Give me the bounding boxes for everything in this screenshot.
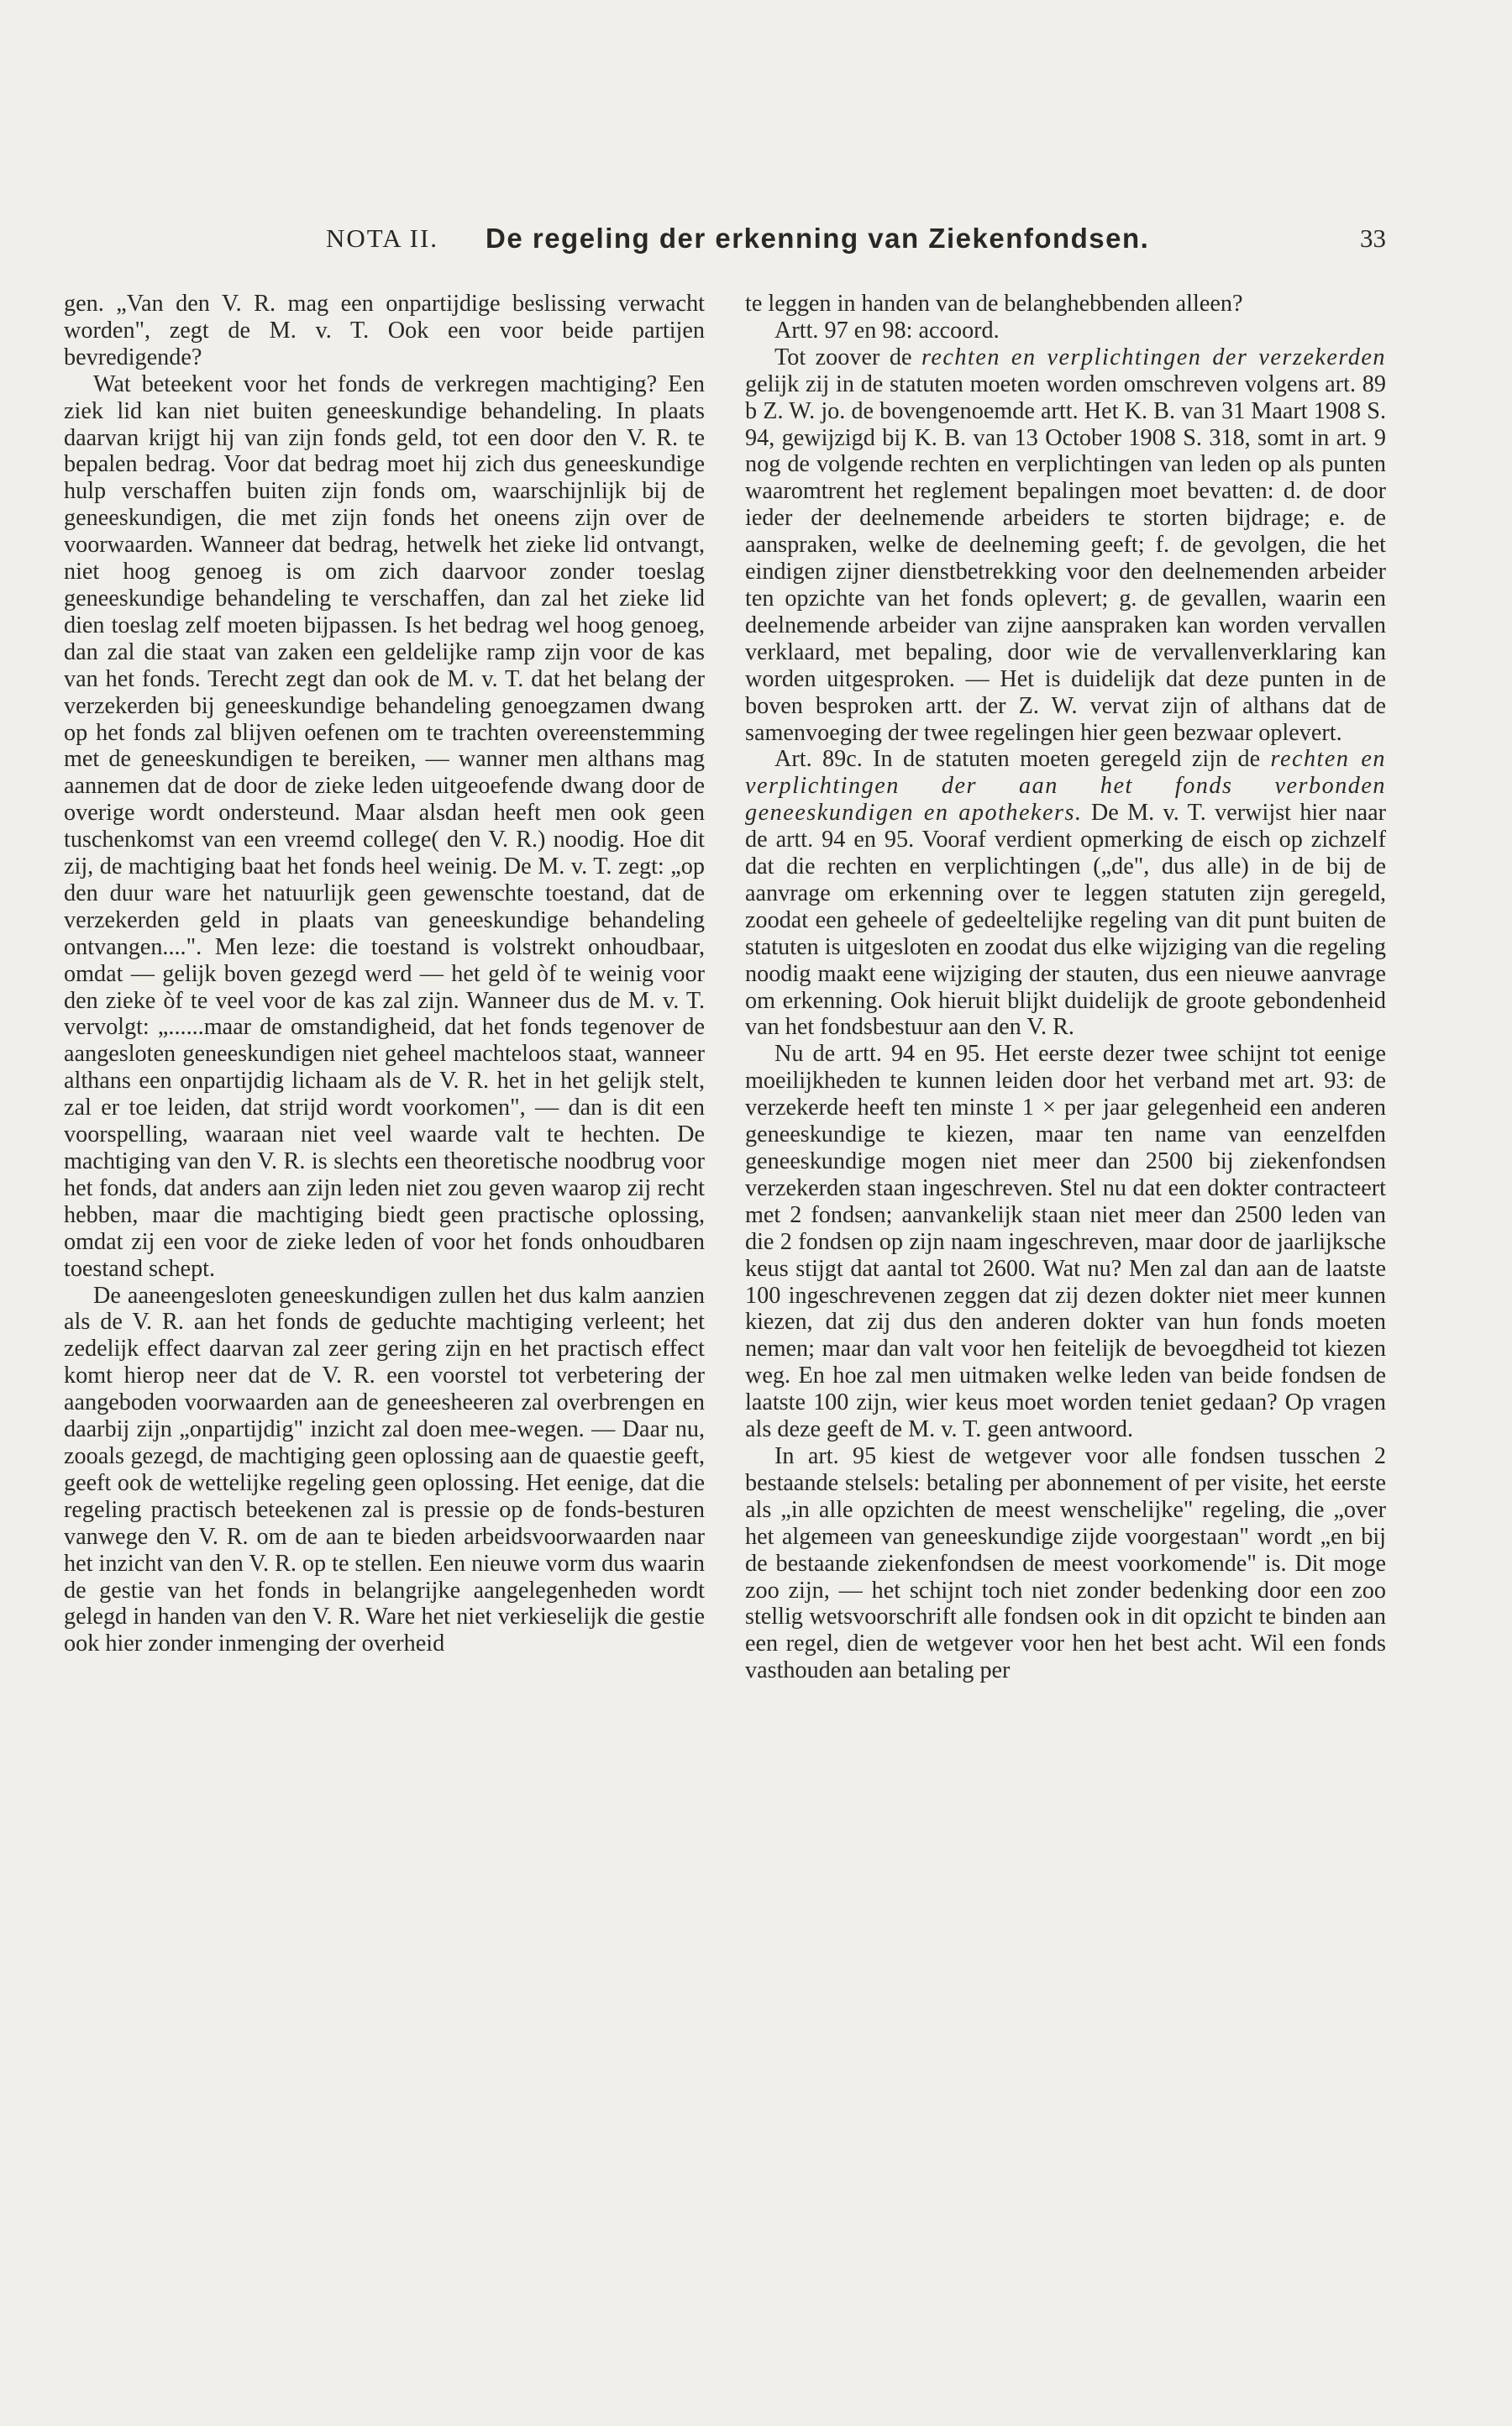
paragraph: te leggen in handen van de belanghebbenden alleen? (745, 291, 1243, 317)
paragraph (745, 344, 1386, 747)
header-section: NOTA II. (326, 223, 439, 253)
paragraph: De aaneengesloten geneeskundigen zullen het dus kalm aanzien als de V. R. aan het fonds de geduchte machtiging verleent; het zedelijk effect daarvan zal zeer gering zijn en het practisch effect komt hierop neer dat de V. R. een voorstel tot verbetering der aangeboden voorwaarden aan de geneesheeren zal overbrengen en daarbij zijn „onpartijdig" inzicht zal doen mee-wegen. — Daar nu, zooals gezegd, de machtiging geen oplossing aan de quaestie geeft, geeft ook de wettelijke regeling geen oplossing. Het eenige, dat die regeling practisch beteekenen zal is pressie op de fonds-besturen vanwege den V. R. om de aan te bieden arbeidsvoorwaarden naar het inzicht van den V. R. op te stellen. Een nieuwe vorm dus waarin de gestie van het fonds in belangrijke aangelegenheden wordt gelegd in handen van den V. R. Ware het niet verkieselijk die gestie ook hier zonder inmenging der overheid (64, 1282, 705, 1657)
paragraph: Wat beteekent voor het fonds de verkregen machtiging? Een ziek lid kan niet buiten geneeskundige behandeling. In plaats daarvan krijgt hij van zijn fonds geld, tot een door den V. R. te bepalen bedrag. Voor dat bedrag moet hij zich dus geneeskundige hulp verschaffen buiten zijn fonds om, waarschijnlijk bij de geneeskundigen, die met zijn fonds het oneens zijn over de voorwaarden. Wanneer dat bedrag, hetwelk het zieke lid ontvangt, niet hoog genoeg is om zich daarvoor zonder toeslag geneeskundige behandeling te verschaffen, dan zal het zieke lid dien toeslag zelf moeten bijpassen. Is het bedrag wel hoog genoeg, dan zal die staat van zaken een geldelijke ramp zijn voor de kas van het fonds. Terecht zegt dan ook de M. v. T. dat het belang der verzekerden bij geneeskundige behandeling genoegzamen dwang op het fonds zal blijven oefenen om te trachten overeenstemming met de geneeskundigen te bereiken, — wanner men althans mag aannemen dat de door de zieke leden uitgeoefende dwang door de overige wordt ondersteund. Maar alsdan heeft men ook geen tuschenkomst van een vreemd college( den V. R.) noodig. Hoe dit zij, de machtiging baat het fonds heel weinig. De M. v. T. zegt: „op den duur ware het natuurlijk geen gewenschte toestand, dat de verzekerden geld in plaats van geneeskundige behandeling ontvangen....". Men leze: die toestand is volstrekt onhoudbaar, omdat — gelijk boven gezegd werd — het geld òf te weinig voor den zieke òf te veel voor de kas zal zijn. Wanneer dus de M. v. T. vervolgt: „......maar de omstandigheid, dat het fonds tegenover de aangesloten geneeskundigen niet geheel machteloos staat, wanneer althans een onpartijdig lichaam als de V. R. het in het gelijk stelt, zal er toe leiden, dat strijd wordt voorkomen", — dan is dit een voorspelling, waaraan niet veel waarde valt te hechten. De machtiging van den V. R. is slechts een theoretische noodbrug voor het fonds, dat anders aan zijn leden niet zou geven waarop zij recht hebben, maar die machtiging biedt geen practische oplossing, omdat zij een voor de zieke leden of voor het fonds onhoudbaren toestand schept. (64, 370, 705, 1282)
paragraph-lead: Tot zoover de (774, 344, 912, 370)
page-number: 33 (1360, 223, 1386, 253)
paragraph: Nu de artt. 94 en 95. Het eerste dezer twee schijnt tot eenige moeilijkheden te kunnen leiden door het verband met art. 93: de verzekerde heeft ten minste 1 × per jaar gelegenheid een anderen geneeskundige te kiezen, maar ten name van eenzelfden geneeskundige mogen niet meer dan 2500 bij ziekenfondsen verzekerden staan ingeschreven. Stel nu dat een dokter contracteert met 2 fondsen; aanvankelijk staan niet meer dan 2500 leden van die 2 fondsen op zijn naam ingeschreven, maar door de jaarlijksche keus stijgt dat aantal tot 2600. Wat nu? Men zal dan aan de laatste 100 ingeschrevenen zeggen dat zij dezen dokter niet meer kunnen kiezen, dat zij dus den anderen dokter van hun fonds moeten nemen; maar dan valt voor hen feitelijk de bevoegdheid tot kiezen weg. En hoe zal men uitmaken welke leden van beide fondsen de laatste 100 zijn, wier keus moet worden teniet gedaan? Op vragen als deze geeft de M. v. T. geen antwoord. (745, 1041, 1386, 1443)
left-column (64, 291, 705, 1657)
running-header (326, 220, 1386, 257)
paragraph (745, 746, 1386, 1041)
paragraph: In art. 95 kiest de wetgever voor alle fondsen tusschen 2 bestaande stelsels: betaling per abonnement of per visite, het eerste als „in alle opzichten de meest wenschelijke" regeling, die „over het algemeen van geneeskundige zijde voorgestaan" wordt „en bij de bestaande ziekenfondsen de meest voorkomende" is. Dit moge zoo zijn, — het schijnt toch niet zonder bedenking door een zoo stellig wetsvoorschrift alle fondsen ook in dit opzicht te binden aan een regel, dien de wetgever voor hen het best acht. Wil een fonds vasthouden aan betaling per (745, 1442, 1386, 1684)
emphasized-phrase: rechten en verplichtingen der verzekerden (921, 344, 1387, 370)
paragraph-rest: De M. v. T. verwijst hier naar de artt. 94 en 95. Vooraf verdient opmerking de eisch op zichzelf dat die rechten en verplichtingen („de", dus alle) in de bij de aanvrage om erkenning over te leggen statuten zijn geregeld, zoodat een geheele of gedeeltelijke regeling van dit punt buiten de statuten is uitgesloten en zoodat dus elke wijziging van die regeling noodig maakt eene wijziging der stauten, dus een nieuwe aanvrage om erkenning. Ook hieruit blijkt duidelijk de groote gebondenheid van het fondsbestuur aan den V. R. (745, 800, 1387, 1041)
paragraph-lead: Art. 89c. In de statuten moeten geregeld zijn de (774, 746, 1261, 773)
paragraph-rest: gelijk zij in de statuten moeten worden omschreven volgens art. 89 b Z. W. jo. de bovengenoemde artt. Het K. B. van 31 Maart 1908 S. 94, gewijzigd bij K. B. van 13 October 1908 S. 318, somt in art. 9 nog de volgende rechten en verplichtingen van leden op als punten waaromtrent het reglement bepalingen moet bevatten: d. de door ieder der deelnemende arbeiders te storten bijdrage; e. de aanspraken, welke de deelneming geeft; f. de gevolgen, die het eindigen zijner dienstbetrekking voor den deelnemenden arbeider ten opzichte van het fonds oplevert; g. de gevallen, waarin een deelnemende arbeider van zijne aanspraken kan worden vervallen verklaard, met bepaling, door wie de vervallenverklaring kan worden uitgesproken. — Het is duidelijk dat deze punten in de boven besproken artt. der Z. W. vervat zijn of althans dat de samenvoeging der twee regelingen hier geen bezwaar oplevert. (745, 370, 1386, 746)
header-title: De regeling der erkenning van Ziekenfondsen. (486, 223, 1150, 254)
paragraph: gen. „Van den V. R. mag een onpartijdige beslissing verwacht worden", zegt de M. v. T. Ook een voor beide partijen bevredigende? (64, 291, 705, 370)
paragraph: Artt. 97 en 98: accoord. (774, 317, 1000, 344)
emphasized-phrase: rechten en verplichtingen der aan het fonds verbonden geneeskundigen en apothekers. (745, 746, 1386, 827)
right-column (745, 291, 1386, 1684)
